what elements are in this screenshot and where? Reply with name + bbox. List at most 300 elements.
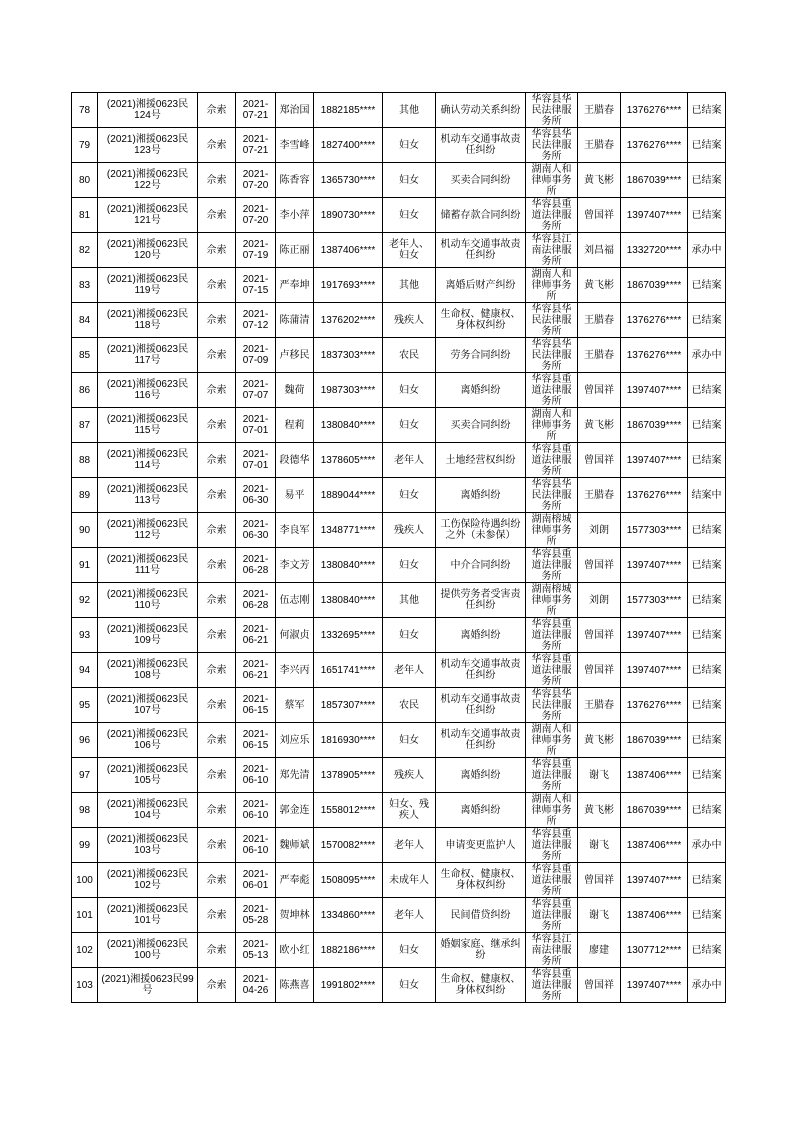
table-row (72, 478, 726, 513)
cell-law-firm: 湖南人和律师事务所 (526, 163, 578, 198)
cell-case-cause: 买卖合同纠纷 (436, 163, 526, 198)
cell-case-cause: 机动车交通事故责任纠纷 (436, 128, 526, 163)
cell-applicant-name: 李小萍 (276, 198, 314, 233)
cell-applicant-category: 未成年人 (383, 863, 436, 898)
cell-applicant-phone: 1837303**** (314, 338, 383, 373)
cell-applicant-category: 其他 (383, 583, 436, 618)
cell-row-index: 79 (72, 128, 98, 163)
cell-accept-date: 2021-06-21 (236, 653, 276, 688)
cell-lawyer-name: 刘朗 (578, 583, 621, 618)
cell-case-cause: 离婚纠纷 (436, 618, 526, 653)
cell-applicant-name: 程莉 (276, 408, 314, 443)
cell-applicant-phone: 1651741**** (314, 653, 383, 688)
cell-lawyer-name: 王腊春 (578, 478, 621, 513)
cell-row-index: 100 (72, 863, 98, 898)
cell-case-number: (2021)湘援0623民106号 (98, 723, 198, 758)
cell-status: 已结案 (688, 128, 726, 163)
cell-case-cause: 离婚纠纷 (436, 793, 526, 828)
cell-approver: 佘索 (198, 618, 236, 653)
cell-accept-date: 2021-07-12 (236, 303, 276, 338)
cell-row-index: 90 (72, 513, 98, 548)
cell-row-index: 89 (72, 478, 98, 513)
cell-applicant-phone: 1387406**** (314, 233, 383, 268)
cell-approver: 佘索 (198, 93, 236, 128)
cell-accept-date: 2021-05-13 (236, 933, 276, 968)
cell-applicant-name: 李良军 (276, 513, 314, 548)
cell-approver: 佘索 (198, 443, 236, 478)
cell-lawyer-name: 王腊春 (578, 93, 621, 128)
cell-lawyer-name: 曾国祥 (578, 373, 621, 408)
cell-lawyer-name: 刘昌福 (578, 233, 621, 268)
cell-accept-date: 2021-04-26 (236, 968, 276, 1003)
cell-applicant-phone: 1890730**** (314, 198, 383, 233)
cell-applicant-phone: 1558012**** (314, 793, 383, 828)
cell-case-number: (2021)湘援0623民115号 (98, 408, 198, 443)
cell-case-number: (2021)湘援0623民120号 (98, 233, 198, 268)
cell-case-number: (2021)湘援0623民107号 (98, 688, 198, 723)
cell-case-cause: 生命权、健康权、身体权纠纷 (436, 863, 526, 898)
cell-applicant-phone: 1987303**** (314, 373, 383, 408)
cell-case-number: (2021)湘援0623民100号 (98, 933, 198, 968)
cell-case-number: (2021)湘援0623民116号 (98, 373, 198, 408)
cell-applicant-phone: 1917693**** (314, 268, 383, 303)
table-row (72, 303, 726, 338)
cell-lawyer-name: 曾国祥 (578, 863, 621, 898)
cell-applicant-phone: 1334860**** (314, 898, 383, 933)
cell-case-number: (2021)湘援0623民104号 (98, 793, 198, 828)
cell-row-index: 92 (72, 583, 98, 618)
cell-lawyer-name: 黄飞彬 (578, 408, 621, 443)
cell-lawyer-phone: 1376276**** (621, 303, 688, 338)
cell-case-number: (2021)湘援0623民123号 (98, 128, 198, 163)
cell-status: 已结案 (688, 618, 726, 653)
cell-lawyer-phone: 1307712**** (621, 933, 688, 968)
cell-case-cause: 生命权、健康权、身体权纠纷 (436, 968, 526, 1003)
cell-status: 已结案 (688, 583, 726, 618)
cell-status: 已结案 (688, 443, 726, 478)
cell-accept-date: 2021-06-30 (236, 513, 276, 548)
cell-lawyer-name: 刘朗 (578, 513, 621, 548)
cell-applicant-phone: 1508095**** (314, 863, 383, 898)
cell-approver: 佘索 (198, 758, 236, 793)
cell-case-number: (2021)湘援0623民113号 (98, 478, 198, 513)
cell-applicant-phone: 1380840**** (314, 408, 383, 443)
cell-applicant-category: 妇女 (383, 618, 436, 653)
cell-applicant-name: 刘应乐 (276, 723, 314, 758)
cell-approver: 佘索 (198, 513, 236, 548)
cell-case-cause: 离婚纠纷 (436, 758, 526, 793)
cell-applicant-phone: 1365730**** (314, 163, 383, 198)
cell-applicant-name: 魏荷 (276, 373, 314, 408)
cell-status: 已结案 (688, 758, 726, 793)
cell-applicant-phone: 1889044**** (314, 478, 383, 513)
cell-approver: 佘索 (198, 723, 236, 758)
cell-case-cause: 机动车交通事故责任纠纷 (436, 233, 526, 268)
cell-applicant-name: 伍志刚 (276, 583, 314, 618)
cell-applicant-name: 李文芳 (276, 548, 314, 583)
cell-law-firm: 湖南人和律师事务所 (526, 408, 578, 443)
cell-row-index: 83 (72, 268, 98, 303)
cell-status: 已结案 (688, 268, 726, 303)
cell-lawyer-phone: 1387406**** (621, 828, 688, 863)
cell-status: 已结案 (688, 198, 726, 233)
cell-row-index: 85 (72, 338, 98, 373)
cell-lawyer-phone: 1397407**** (621, 373, 688, 408)
cell-applicant-category: 其他 (383, 268, 436, 303)
cell-lawyer-name: 王腊春 (578, 128, 621, 163)
cell-lawyer-name: 黄飞彬 (578, 723, 621, 758)
cell-status: 已结案 (688, 373, 726, 408)
table-row (72, 443, 726, 478)
cell-lawyer-phone: 1397407**** (621, 968, 688, 1003)
cell-lawyer-phone: 1867039**** (621, 163, 688, 198)
cell-lawyer-name: 黄飞彬 (578, 268, 621, 303)
cell-lawyer-phone: 1577303**** (621, 583, 688, 618)
cell-accept-date: 2021-06-30 (236, 478, 276, 513)
table-row (72, 863, 726, 898)
cell-approver: 佘索 (198, 198, 236, 233)
cell-status: 结案中 (688, 478, 726, 513)
cell-applicant-category: 老年人 (383, 898, 436, 933)
cell-approver: 佘索 (198, 968, 236, 1003)
cell-applicant-category: 残疾人 (383, 303, 436, 338)
table-row (72, 793, 726, 828)
cell-status: 已结案 (688, 303, 726, 338)
cell-applicant-name: 严奉坤 (276, 268, 314, 303)
cell-lawyer-name: 王腊春 (578, 338, 621, 373)
cell-applicant-category: 妇女 (383, 933, 436, 968)
cell-law-firm: 华容县重道法律服务所 (526, 828, 578, 863)
cell-lawyer-phone: 1867039**** (621, 408, 688, 443)
cell-accept-date: 2021-07-19 (236, 233, 276, 268)
cell-law-firm: 华容县江南法律服务所 (526, 233, 578, 268)
cell-row-index: 103 (72, 968, 98, 1003)
cell-applicant-name: 郑先清 (276, 758, 314, 793)
cell-applicant-name: 易平 (276, 478, 314, 513)
cell-case-cause: 劳务合同纠纷 (436, 338, 526, 373)
table-row (72, 163, 726, 198)
cell-law-firm: 湖南榕城律师事务所 (526, 513, 578, 548)
cell-approver: 佘索 (198, 373, 236, 408)
cell-status: 已结案 (688, 548, 726, 583)
cell-case-cause: 买卖合同纠纷 (436, 408, 526, 443)
cell-law-firm: 湖南榕城律师事务所 (526, 583, 578, 618)
cell-approver: 佘索 (198, 163, 236, 198)
cell-law-firm: 华容县重道法律服务所 (526, 968, 578, 1003)
cell-lawyer-phone: 1397407**** (621, 863, 688, 898)
cell-applicant-name: 陈正丽 (276, 233, 314, 268)
cell-applicant-category: 老年人 (383, 653, 436, 688)
cell-case-cause: 离婚纠纷 (436, 373, 526, 408)
cell-case-cause: 提供劳务者受害责任纠纷 (436, 583, 526, 618)
cell-applicant-name: 卢移民 (276, 338, 314, 373)
cell-approver: 佘索 (198, 303, 236, 338)
cell-case-number: (2021)湘援0623民102号 (98, 863, 198, 898)
cell-approver: 佘索 (198, 548, 236, 583)
cell-lawyer-name: 王腊春 (578, 303, 621, 338)
cell-case-number: (2021)湘援0623民110号 (98, 583, 198, 618)
cell-lawyer-phone: 1397407**** (621, 548, 688, 583)
cell-law-firm: 华容县重道法律服务所 (526, 198, 578, 233)
cell-approver: 佘索 (198, 793, 236, 828)
cell-lawyer-name: 谢飞 (578, 758, 621, 793)
cell-status: 承办中 (688, 828, 726, 863)
table-row (72, 898, 726, 933)
cell-row-index: 80 (72, 163, 98, 198)
cell-lawyer-phone: 1332720**** (621, 233, 688, 268)
cell-applicant-category: 妇女 (383, 408, 436, 443)
cell-case-cause: 离婚纠纷 (436, 478, 526, 513)
cell-status: 已结案 (688, 653, 726, 688)
table-row (72, 758, 726, 793)
cell-status: 承办中 (688, 968, 726, 1003)
cell-applicant-name: 魏师斌 (276, 828, 314, 863)
cell-lawyer-name: 黄飞彬 (578, 793, 621, 828)
cell-applicant-category: 农民 (383, 688, 436, 723)
table-row (72, 408, 726, 443)
cell-approver: 佘索 (198, 128, 236, 163)
cell-applicant-category: 妇女 (383, 478, 436, 513)
cell-applicant-category: 残疾人 (383, 513, 436, 548)
cell-applicant-phone: 1857307**** (314, 688, 383, 723)
table-row (72, 583, 726, 618)
cell-lawyer-phone: 1376276**** (621, 128, 688, 163)
cell-approver: 佘索 (198, 268, 236, 303)
cell-row-index: 86 (72, 373, 98, 408)
table-row (72, 233, 726, 268)
cell-case-number: (2021)湘援0623民109号 (98, 618, 198, 653)
cell-approver: 佘索 (198, 933, 236, 968)
cell-lawyer-name: 廖建 (578, 933, 621, 968)
cell-applicant-phone: 1378605**** (314, 443, 383, 478)
cell-law-firm: 湖南人和律师事务所 (526, 723, 578, 758)
cell-status: 已结案 (688, 408, 726, 443)
cell-accept-date: 2021-07-09 (236, 338, 276, 373)
cell-applicant-phone: 1570082**** (314, 828, 383, 863)
cell-approver: 佘索 (198, 478, 236, 513)
cell-applicant-name: 何淑贞 (276, 618, 314, 653)
cell-lawyer-name: 谢飞 (578, 898, 621, 933)
cell-approver: 佘索 (198, 898, 236, 933)
cell-applicant-name: 欧小红 (276, 933, 314, 968)
cell-row-index: 84 (72, 303, 98, 338)
cell-row-index: 98 (72, 793, 98, 828)
cell-applicant-phone: 1827400**** (314, 128, 383, 163)
cell-status: 已结案 (688, 723, 726, 758)
cell-law-firm: 华容县华民法律服务所 (526, 93, 578, 128)
cell-row-index: 95 (72, 688, 98, 723)
cell-lawyer-phone: 1397407**** (621, 618, 688, 653)
cell-applicant-phone: 1380840**** (314, 583, 383, 618)
cell-case-number: (2021)湘援0623民118号 (98, 303, 198, 338)
cell-applicant-category: 残疾人 (383, 758, 436, 793)
cell-case-cause: 民间借贷纠纷 (436, 898, 526, 933)
cell-law-firm: 华容县华民法律服务所 (526, 303, 578, 338)
cell-status: 已结案 (688, 933, 726, 968)
cell-status: 已结案 (688, 513, 726, 548)
cell-applicant-phone: 1991802**** (314, 968, 383, 1003)
cell-lawyer-phone: 1376276**** (621, 93, 688, 128)
cell-lawyer-phone: 1376276**** (621, 688, 688, 723)
cell-approver: 佘索 (198, 653, 236, 688)
table-row (72, 338, 726, 373)
cell-accept-date: 2021-06-15 (236, 688, 276, 723)
cell-lawyer-name: 曾国祥 (578, 198, 621, 233)
table-row (72, 688, 726, 723)
cell-lawyer-phone: 1376276**** (621, 478, 688, 513)
cell-case-cause: 中介合同纠纷 (436, 548, 526, 583)
cell-lawyer-phone: 1867039**** (621, 793, 688, 828)
cell-lawyer-name: 谢飞 (578, 828, 621, 863)
cell-lawyer-phone: 1397407**** (621, 198, 688, 233)
cell-applicant-name: 陈燕喜 (276, 968, 314, 1003)
cell-applicant-name: 段德华 (276, 443, 314, 478)
cell-lawyer-name: 黄飞彬 (578, 163, 621, 198)
cell-accept-date: 2021-06-10 (236, 793, 276, 828)
cell-law-firm: 华容县华民法律服务所 (526, 478, 578, 513)
cell-lawyer-name: 曾国祥 (578, 443, 621, 478)
table-row (72, 618, 726, 653)
cell-lawyer-name: 王腊春 (578, 688, 621, 723)
cell-accept-date: 2021-06-10 (236, 758, 276, 793)
cell-applicant-phone: 1378905**** (314, 758, 383, 793)
cell-row-index: 88 (72, 443, 98, 478)
cell-approver: 佘索 (198, 863, 236, 898)
cell-lawyer-phone: 1397407**** (621, 443, 688, 478)
cell-approver: 佘索 (198, 583, 236, 618)
cell-applicant-name: 郭金连 (276, 793, 314, 828)
cell-status: 已结案 (688, 898, 726, 933)
cell-law-firm: 华容县重道法律服务所 (526, 443, 578, 478)
cell-law-firm: 华容县华民法律服务所 (526, 338, 578, 373)
cell-applicant-category: 老年人 (383, 828, 436, 863)
cell-applicant-phone: 1348771**** (314, 513, 383, 548)
cell-case-number: (2021)湘援0623民108号 (98, 653, 198, 688)
cell-lawyer-phone: 1387406**** (621, 758, 688, 793)
cell-case-number: (2021)湘援0623民99号 (98, 968, 198, 1003)
cell-lawyer-phone: 1397407**** (621, 653, 688, 688)
table-row (72, 198, 726, 233)
table-row (72, 268, 726, 303)
cell-case-number: (2021)湘援0623民105号 (98, 758, 198, 793)
cell-accept-date: 2021-07-21 (236, 128, 276, 163)
cell-law-firm: 湖南人和律师事务所 (526, 268, 578, 303)
cell-status: 已结案 (688, 863, 726, 898)
cell-applicant-name: 严奉彪 (276, 863, 314, 898)
cell-row-index: 91 (72, 548, 98, 583)
cell-row-index: 97 (72, 758, 98, 793)
cell-applicant-category: 妇女、残疾人 (383, 793, 436, 828)
cell-law-firm: 湖南人和律师事务所 (526, 793, 578, 828)
cell-case-number: (2021)湘援0623民112号 (98, 513, 198, 548)
cell-approver: 佘索 (198, 233, 236, 268)
cell-lawyer-name: 曾国祥 (578, 653, 621, 688)
cell-applicant-phone: 1332695**** (314, 618, 383, 653)
cell-applicant-category: 妇女 (383, 128, 436, 163)
cell-law-firm: 华容县重道法律服务所 (526, 548, 578, 583)
cell-accept-date: 2021-06-21 (236, 618, 276, 653)
cell-law-firm: 华容县重道法律服务所 (526, 618, 578, 653)
cell-status: 已结案 (688, 163, 726, 198)
cell-lawyer-name: 曾国祥 (578, 968, 621, 1003)
cell-lawyer-phone: 1376276**** (621, 338, 688, 373)
cell-case-cause: 生命权、健康权、身体权纠纷 (436, 303, 526, 338)
cell-case-number: (2021)湘援0623民101号 (98, 898, 198, 933)
cell-accept-date: 2021-06-28 (236, 583, 276, 618)
cell-case-number: (2021)湘援0623民111号 (98, 548, 198, 583)
cell-accept-date: 2021-07-21 (236, 93, 276, 128)
table-row (72, 968, 726, 1003)
cell-accept-date: 2021-07-20 (236, 198, 276, 233)
cell-case-cause: 婚姻家庭、继承纠纷 (436, 933, 526, 968)
cell-accept-date: 2021-06-01 (236, 863, 276, 898)
cell-applicant-category: 妇女 (383, 548, 436, 583)
cell-law-firm: 华容县重道法律服务所 (526, 863, 578, 898)
cell-case-cause: 土地经营权纠纷 (436, 443, 526, 478)
cell-case-number: (2021)湘援0623民119号 (98, 268, 198, 303)
cell-applicant-category: 妇女 (383, 163, 436, 198)
cell-accept-date: 2021-06-28 (236, 548, 276, 583)
cell-row-index: 87 (72, 408, 98, 443)
cell-applicant-name: 陈蒲清 (276, 303, 314, 338)
cell-applicant-name: 陈香容 (276, 163, 314, 198)
cell-row-index: 81 (72, 198, 98, 233)
cell-row-index: 93 (72, 618, 98, 653)
table-row (72, 513, 726, 548)
cell-applicant-name: 李雪峰 (276, 128, 314, 163)
cell-law-firm: 华容县江南法律服务所 (526, 933, 578, 968)
cell-applicant-phone: 1882185**** (314, 93, 383, 128)
cell-accept-date: 2021-07-20 (236, 163, 276, 198)
cell-applicant-category: 妇女 (383, 198, 436, 233)
cell-accept-date: 2021-07-07 (236, 373, 276, 408)
cell-case-cause: 机动车交通事故责任纠纷 (436, 653, 526, 688)
cell-case-number: (2021)湘援0623民117号 (98, 338, 198, 373)
cell-row-index: 101 (72, 898, 98, 933)
cell-applicant-category: 老年人 (383, 443, 436, 478)
cell-law-firm: 华容县重道法律服务所 (526, 758, 578, 793)
table-row (72, 723, 726, 758)
cell-case-number: (2021)湘援0623民122号 (98, 163, 198, 198)
cell-status: 承办中 (688, 233, 726, 268)
cell-applicant-category: 农民 (383, 338, 436, 373)
table-row (72, 373, 726, 408)
cell-applicant-category: 妇女 (383, 723, 436, 758)
cell-applicant-phone: 1376202**** (314, 303, 383, 338)
table-row (72, 653, 726, 688)
cell-applicant-name: 李兴丙 (276, 653, 314, 688)
cell-case-number: (2021)湘援0623民103号 (98, 828, 198, 863)
table-row (72, 828, 726, 863)
cell-applicant-category: 妇女 (383, 373, 436, 408)
cell-applicant-category: 妇女 (383, 968, 436, 1003)
cell-lawyer-phone: 1387406**** (621, 898, 688, 933)
cell-approver: 佘索 (198, 338, 236, 373)
cell-status: 已结案 (688, 93, 726, 128)
cell-row-index: 78 (72, 93, 98, 128)
cell-law-firm: 华容县重道法律服务所 (526, 373, 578, 408)
cell-case-cause: 申请变更监护人 (436, 828, 526, 863)
cell-approver: 佘索 (198, 688, 236, 723)
cell-case-cause: 工伤保险待遇纠纷之外（未参保） (436, 513, 526, 548)
cell-approver: 佘索 (198, 828, 236, 863)
cell-case-cause: 机动车交通事故责任纠纷 (436, 723, 526, 758)
cell-row-index: 102 (72, 933, 98, 968)
cell-applicant-name: 蔡军 (276, 688, 314, 723)
cell-applicant-phone: 1882186**** (314, 933, 383, 968)
cell-applicant-name: 郑治国 (276, 93, 314, 128)
cell-approver: 佘索 (198, 408, 236, 443)
